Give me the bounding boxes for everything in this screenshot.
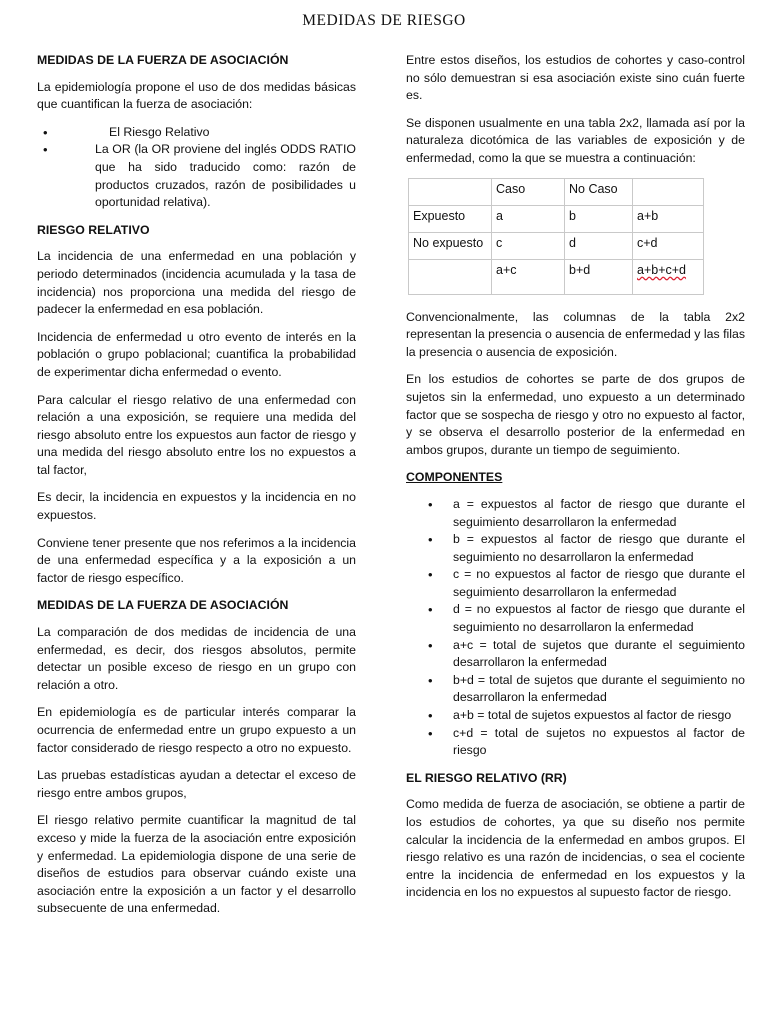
table-cell: Expuesto: [409, 205, 492, 232]
list-item: • a+b = total de sujetos expuestos al factor de riesgo: [406, 707, 745, 725]
table-cell: Caso: [492, 178, 565, 205]
components-list: [406, 496, 745, 760]
paragraph: La comparación de dos medidas de incidencia de una enfermedad, es decir, dos riesgos absolutos, permite detectar un posible exceso de riesgo en un grupo con relación a otro.: [37, 625, 356, 692]
table-cell: b: [565, 205, 633, 232]
list-item: • El Riesgo Relativo: [37, 124, 356, 142]
paragraph: Convencionalmente, las columnas de la tabla 2x2 representan la presencia o ausencia de enfermedad y las filas la presencia o ausencia de exposición.: [406, 309, 745, 359]
section-heading-componentes: COMPONENTES: [406, 470, 503, 485]
list-item-text: • La OR (la OR proviene del inglés ODDS RATIO que ha sido traducido como: razón de productos cruzados, razón de posibilidades u oportunidad relativa).: [95, 142, 356, 210]
paragraph: La incidencia de una enfermedad en una población y periodo determinados (incidencia acumulada y la tasa de incidencia) nos proporciona una medida del riesgo de padecer la enfermedad en esa población.: [37, 249, 356, 317]
paragraph: Entre estos diseños, los estudios de cohortes y caso-control no sólo demuestran si esa asociación existe sino cuán fuerte es.: [406, 53, 745, 103]
table-cell: No expuesto: [409, 232, 492, 259]
list-item: • d = no expuestos al factor de riesgo que durante el seguimiento no desarrollaron la enfermedad: [406, 601, 745, 636]
list-item: • b = expuestos al factor de riesgo que durante el seguimiento no desarrollaron la enfermedad: [406, 531, 745, 566]
paragraph: El riesgo relativo permite cuantificar la magnitud de tal exceso y mide la fuerza de la asociación entre exposición y enfermedad. La epidemiologia dispone de una serie de diseños de estudios para observar cuándo existe una asociación entre la exposición a un factor y el desarrollo subsecuente de una enfermedad.: [37, 813, 356, 916]
table-row: [409, 259, 704, 294]
section-heading-rr: EL RIESGO RELATIVO (RR): [406, 770, 567, 785]
paragraph: La epidemiología propone el uso de dos medidas básicas que cuantifican la fuerza de asociación:: [37, 79, 356, 112]
paragraph: Como medida de fuerza de asociación, se obtiene a partir de los estudios de cohortes, ya que su diseño nos permite calcular la incidencia de la enfermedad en ambos grupos. El riesgo relativo es una razón de incidencias, o sea el cociente entre la incidencia de enfermedad en los expuestos y la incidencia en los no expuestos al supuesto factor de riesgo.: [406, 797, 745, 900]
table-cell: a+c: [492, 259, 565, 294]
left-column: [37, 52, 356, 928]
table-cell: c+d: [633, 232, 704, 259]
section-heading-fuerza-asociacion-2: MEDIDAS DE LA FUERZA DE ASOCIACIÓN: [37, 598, 289, 613]
list-item: [37, 141, 356, 211]
table-row: [409, 232, 704, 259]
list-item: • c+d = total de sujetos no expuestos al factor de riesgo: [406, 725, 745, 760]
paragraph: Conviene tener presente que nos referimos a la incidencia de una enfermedad específica y a la exposición a un factor de riesgo específico.: [37, 535, 356, 585]
measures-list: [37, 124, 356, 212]
paragraph: Para calcular el riesgo relativo de una enfermedad con relación a una exposición, se requiere una medida del riesgo absoluto entre los expuestos aun factor de riesgo y una medida del riesgo absoluto entre los no expuestos a tal factor,: [37, 392, 356, 477]
table-cell: b+d: [565, 259, 633, 294]
list-item: • a = expuestos al factor de riesgo que durante el seguimiento desarrollaron la enfermedad: [406, 496, 745, 531]
table-row: [409, 205, 704, 232]
table-cell: c: [492, 232, 565, 259]
contingency-table-2x2: [408, 178, 704, 295]
table-cell: d: [565, 232, 633, 259]
table-cell: No Caso: [565, 178, 633, 205]
list-item: • a+c = total de sujetos que durante el seguimiento desarrollaron la enfermedad: [406, 637, 745, 672]
table-cell: [633, 259, 704, 294]
table-cell: [633, 178, 704, 205]
page-title: MEDIDAS DE RIESGO: [302, 12, 466, 29]
list-item: • b+d = total de sujetos que durante el seguimiento no desarrollaron la enfermedad: [406, 672, 745, 707]
paragraph: Se disponen usualmente en una tabla 2x2, llamada así por la naturaleza dicotómica de las variables de exposición y de enfermedad, como la que se muestra a continuación:: [406, 115, 745, 165]
table-cell: a: [492, 205, 565, 232]
list-item: • c = no expuestos al factor de riesgo que durante el seguimiento desarrollaron la enfermedad: [406, 566, 745, 601]
paragraph: Incidencia de enfermedad u otro evento de interés en la población o grupo poblacional; cuantifica la probabilidad de experimentar dicha enfermedad o evento.: [37, 329, 356, 379]
paragraph: En los estudios de cohortes se parte de dos grupos de sujetos sin la enfermedad, uno expuesto a un determinado factor que se sospecha de riesgo y otro no expuesto al factor, y se observa el desarrollo posterior de la enfermedad en ambos grupos, durante un tiempo de seguimiento.: [406, 372, 745, 457]
section-heading-fuerza-asociacion: MEDIDAS DE LA FUERZA DE ASOCIACIÓN: [37, 53, 289, 67]
table-cell: [409, 259, 492, 294]
paragraph: Las pruebas estadísticas ayudan a detectar el exceso de riesgo entre ambos grupos,: [37, 768, 356, 800]
section-heading-riesgo-relativo: RIESGO RELATIVO: [37, 222, 150, 237]
table-cell-text: a+b+c+d: [637, 262, 687, 277]
table-cell: [409, 178, 492, 205]
paragraph: Es decir, la incidencia en expuestos y la incidencia en no expuestos.: [37, 490, 356, 523]
table-cell: a+b: [633, 205, 704, 232]
right-column: [406, 52, 745, 912]
table-row: [409, 178, 704, 205]
paragraph: En epidemiología es de particular interés comparar la ocurrencia de enfermedad entre un grupo expuesto a un factor considerado de riesgo respecto a otro no expuesto.: [37, 705, 356, 755]
